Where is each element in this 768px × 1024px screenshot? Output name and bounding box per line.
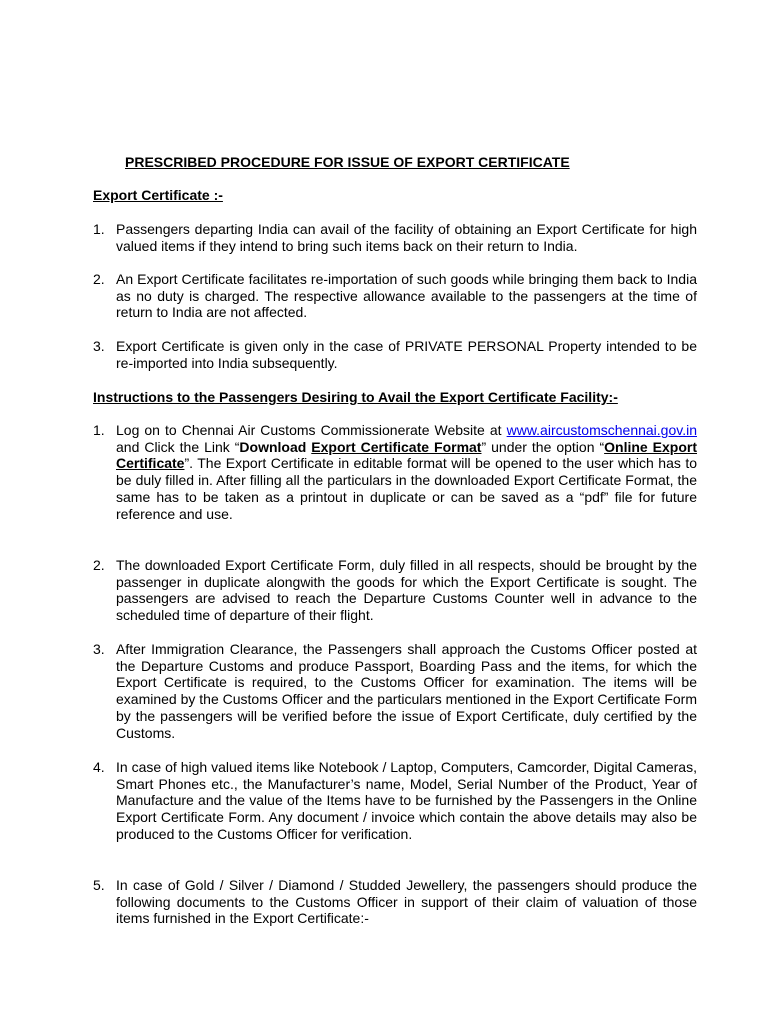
item-text: In case of Gold / Silver / Diamond / Studded Jewellery, the passengers should produce the following documents to the Customs Officer in support of their claim of valuation of those items furnished in the Export Certificate:- [116,877,697,927]
list-item [93,759,697,843]
item-text: Log on to Chennai Air Customs Commissionerate Website at [116,422,507,438]
item-number: 3. [93,641,105,657]
item-text: ”. The Export Certificate in editable format will be opened to the user which has to be duly filled in. After filling all the particulars in the downloaded Export Certificate Format, the same has to be taken as a printout in duplicate or can be saved as a “pdf” file for future reference and use. [116,455,697,522]
item-number: 3. [93,338,105,354]
item-number: 5. [93,877,105,893]
list-item [93,271,697,321]
item-text: An Export Certificate facilitates re-importation of such goods while bringing them back to India as no duty is charged. The respective allowance available to the passengers at the time of return to India are not affected. [116,271,697,321]
download-text: Download [239,438,312,455]
item-text: In case of high valued items like Notebook / Laptop, Computers, Camcorder, Digital Cameras, Smart Phones etc., the Manufacturer’s name, Model, Serial Number of the Product, Year of Manufacture and the value of the Items have to be furnished by the Passengers in the Online Export Certificate Form. Any document / invoice which contain the above details may also be produced to the Customs Officer for verification. [116,759,697,842]
list-item [93,557,697,624]
list-item [93,338,697,371]
section-heading-export-certificate: Export Certificate :- [93,187,223,203]
item-text: ” under the option “ [481,438,605,455]
item-number: 1. [93,221,105,237]
item-number: 2. [93,271,105,287]
item-text: Export Certificate is given only in the case of PRIVATE PERSONAL Property intended to be re-imported into India subsequently. [116,338,697,371]
section-heading-instructions: Instructions to the Passengers Desiring to Avail the Export Certificate Facility:- [93,389,618,405]
item-number: 2. [93,557,105,573]
export-certificate-format-text: Export Certificate Format [311,438,482,455]
document-title: PRESCRIBED PROCEDURE FOR ISSUE OF EXPORT CERTIFICATE [125,154,570,170]
list-item [93,641,697,741]
website-link[interactable]: www.aircustomschennai.gov.in [506,422,697,438]
list-item [93,422,697,522]
online-export-certificate-text: Online Export Certificate [116,438,697,472]
item-text: Passengers departing India can avail of the facility of obtaining an Export Certificate for high valued items if they intend to bring such items back on their return to India. [116,221,697,254]
list-item [93,221,697,254]
item-text: After Immigration Clearance, the Passengers shall approach the Customs Officer posted at the Departure Customs and produce Passport, Boarding Pass and the items, for which the Export Certificate is required, to the Customs Officer for examination. The items will be examined by the Customs Officer and the particulars mentioned in the Export Certificate Form by the passengers will be verified before the issue of Export Certificate, duly certified by the Customs. [116,641,698,741]
list-item [93,877,697,927]
item-text: and Click the Link “ [116,438,240,455]
item-number: 1. [93,422,105,438]
item-text: The downloaded Export Certificate Form, duly filled in all respects, should be brought by the passenger in duplicate alongwith the goods for which the Export Certificate is sought. The passengers are advised to reach the Departure Customs Counter well in advance to the scheduled time of departure of their flight. [116,557,697,624]
item-number: 4. [93,759,105,775]
